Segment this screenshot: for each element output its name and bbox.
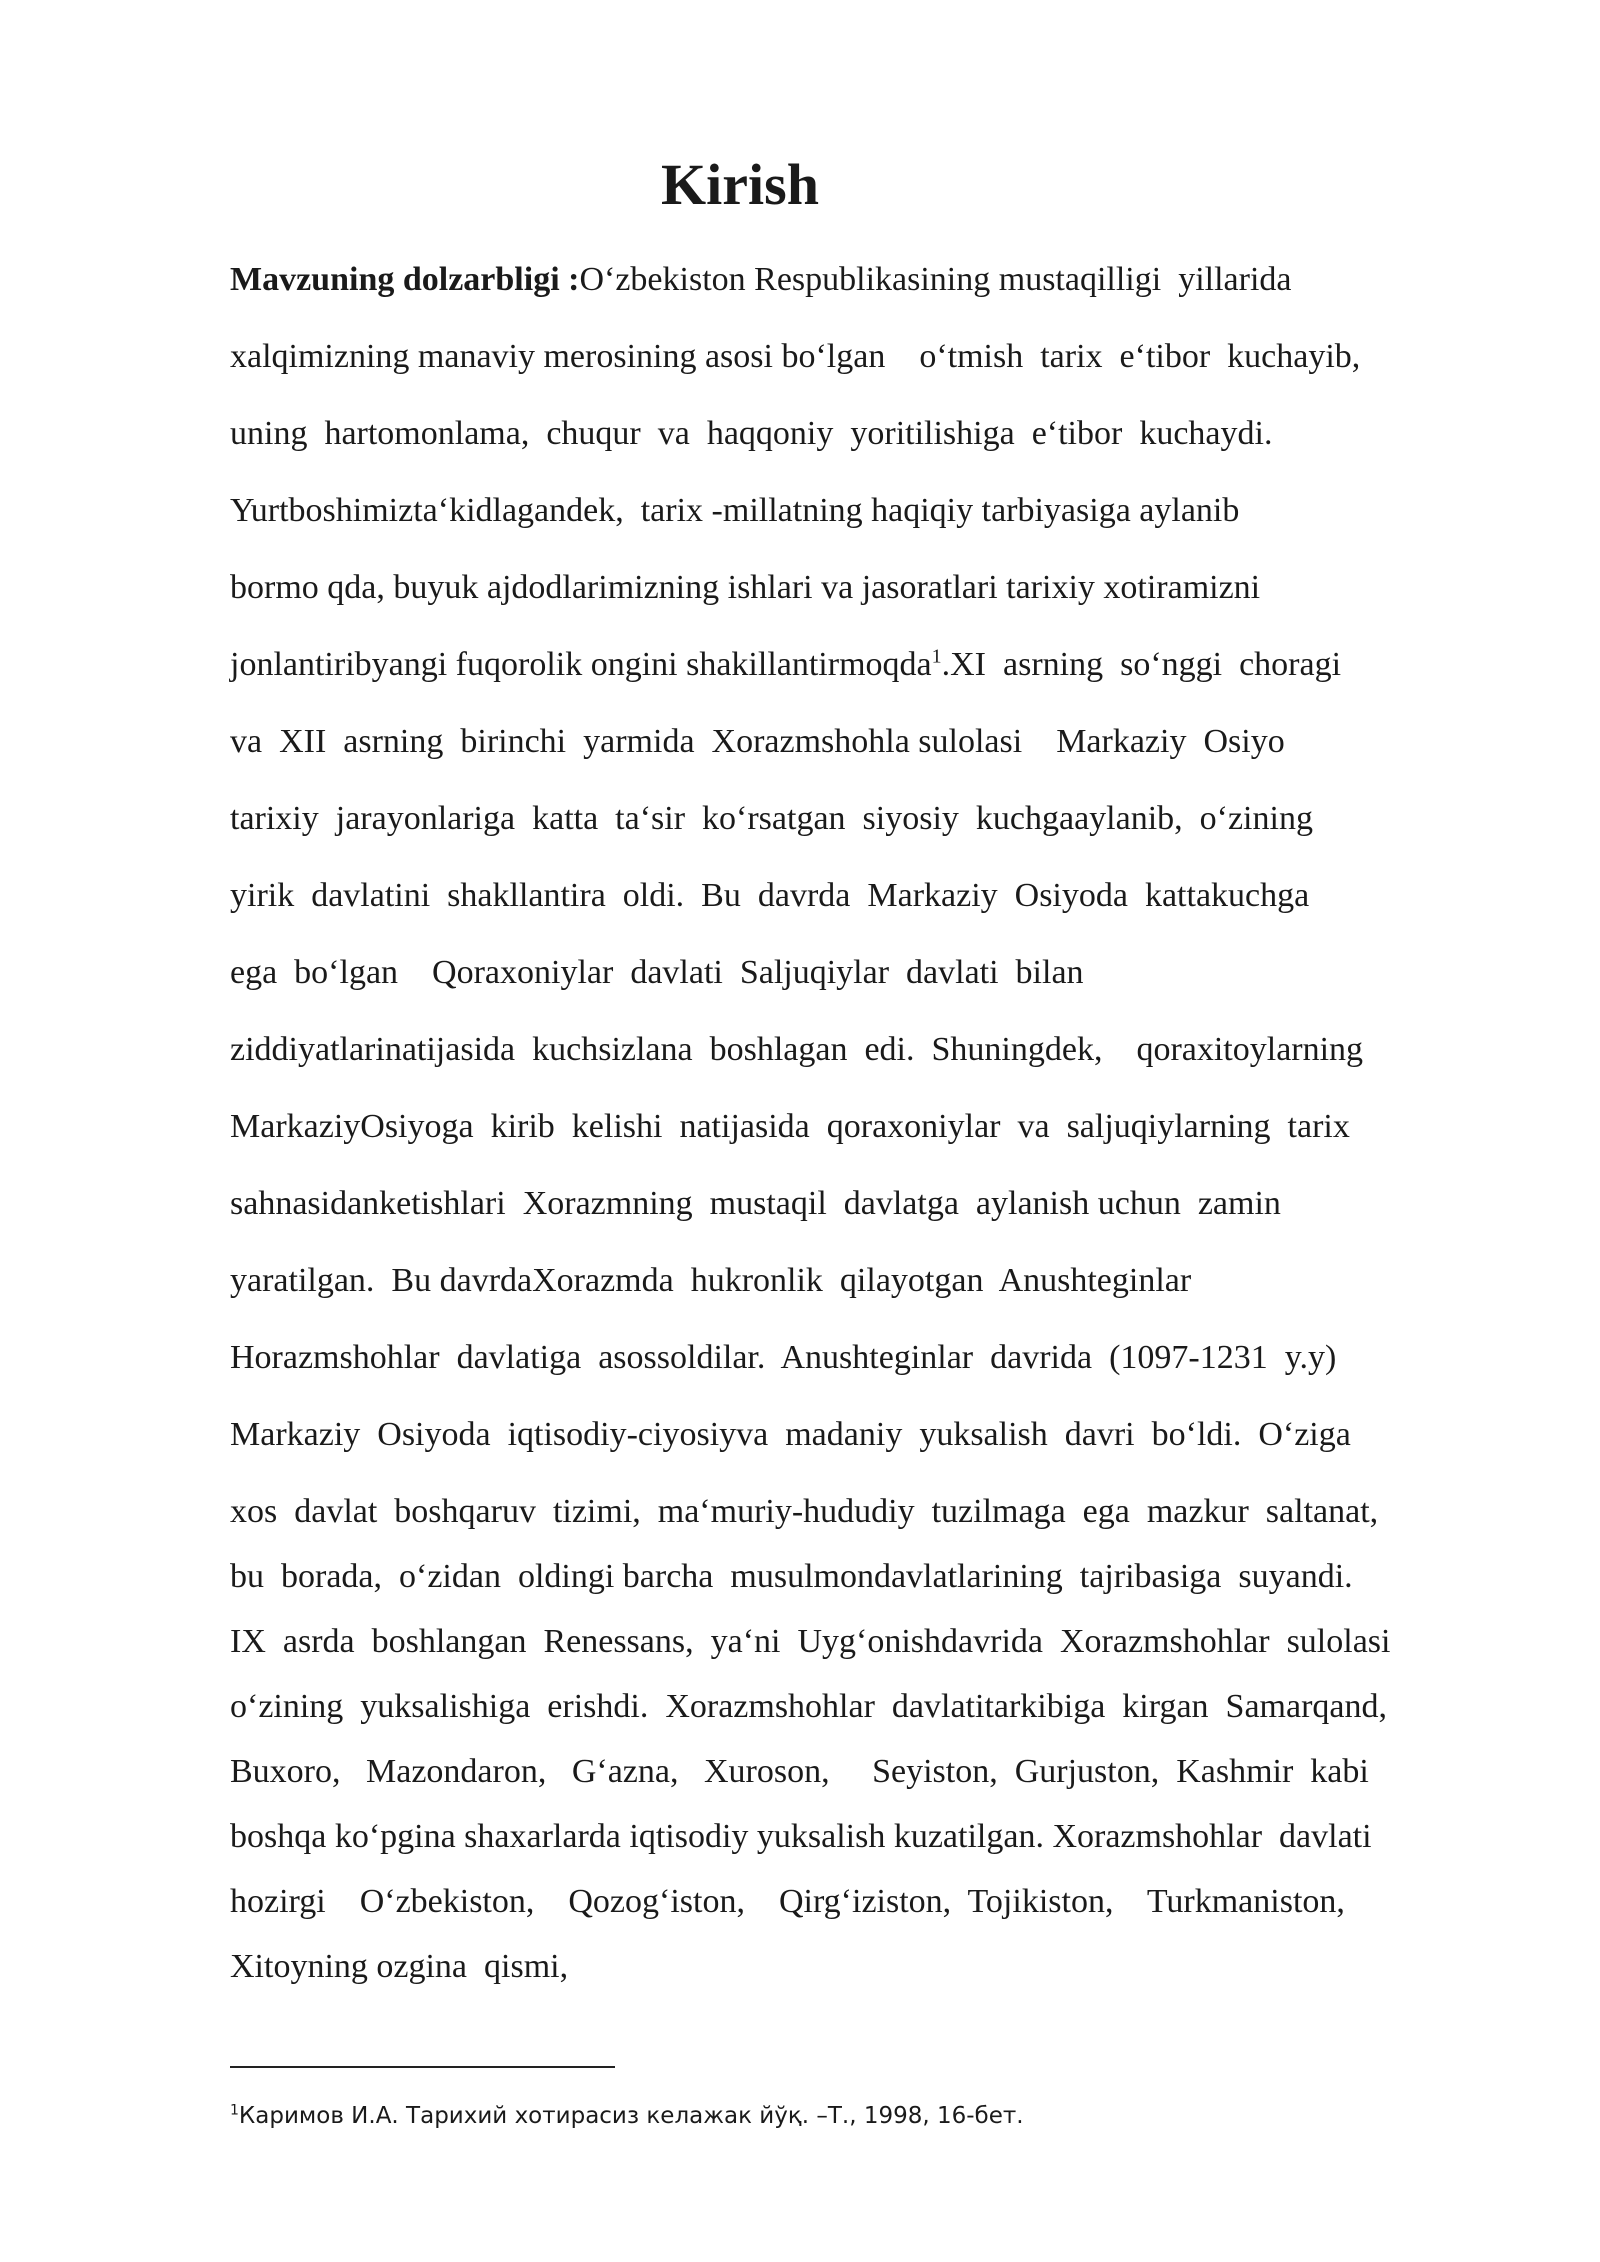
text-line: xos davlat boshqaruv tizimi, ma‘muriy-hududiy tuzilmaga ega mazkur saltanat, bbox=[230, 1493, 1379, 1530]
text-line: Markaziy Osiyoda iqtisodiy-ciyosiyva madaniy yuksalish davri bo‘ldi. O‘ziga bbox=[230, 1416, 1351, 1453]
text-line: Buxoro, Mazondaron, G‘azna, Xuroson, Seyiston, Gurjuston, Kashmir kabi bbox=[230, 1753, 1369, 1790]
footnote-marker: 1 bbox=[230, 2102, 239, 2119]
text-line-content: .XI asrning so‘nggi choragi bbox=[941, 646, 1342, 683]
text-line: va XII asrning birinchi yarmida Xorazmshohla sulolasi Markaziy Osiyo bbox=[230, 723, 1285, 760]
text-line bbox=[230, 643, 1341, 687]
footnote-reference[interactable]: 1 bbox=[931, 645, 942, 668]
text-line: MarkaziyOsiyoga kirib kelishi natijasida qoraxoniylar va saljuqiylarning tarix bbox=[230, 1108, 1350, 1145]
text-line-content: jonlantiribyangi fuqorolik ongini shakillantirmoqda bbox=[230, 646, 932, 683]
text-line: sahnasidanketishlari Xorazmning mustaqil davlatga aylanish uchun zamin bbox=[230, 1185, 1281, 1222]
text-line: uning hartomonlama, chuqur va haqqoniy yoritilishiga e‘tibor kuchaydi. bbox=[230, 415, 1273, 452]
footnote-text: Каримов И.А. Тарихий хотирасиз келажак йўқ. –Т., 1998, 16-бет. bbox=[238, 2103, 1024, 2129]
text-line: ega bo‘lgan Qoraxoniylar davlati Saljuqiylar davlati bilan bbox=[230, 954, 1084, 991]
text-line: xalqimizning manaviy merosining asosi bo‘lgan o‘tmish tarix e‘tibor kuchayib, bbox=[230, 338, 1361, 375]
page-title: Kirish bbox=[661, 152, 819, 217]
text-line: hozirgi O‘zbekiston, Qozog‘iston, Qirg‘iziston, Tojikiston, Turkmaniston, bbox=[230, 1883, 1345, 1920]
text-line: boshqa ko‘pgina shaxarlarda iqtisodiy yuksalish kuzatilgan. Xorazmshohlar davlati bbox=[230, 1818, 1372, 1855]
text-line: bormo qda, buyuk ajdodlarimizning ishlari va jasoratlari tarixiy xotiramizni bbox=[230, 569, 1261, 606]
text-line: tarixiy jarayonlariga katta ta‘sir ko‘rsatgan siyosiy kuchgaaylanib, o‘zining bbox=[230, 800, 1313, 837]
text-line: IX asrda boshlangan Renessans, ya‘ni Uyg‘onishdavrida Xorazmshohlar sulolasi bbox=[230, 1623, 1391, 1660]
text-line bbox=[230, 258, 1292, 302]
footnote bbox=[230, 2101, 1024, 2131]
footnote-separator bbox=[230, 2066, 615, 2068]
text-line: Horazmshohlar davlatiga asossoldilar. Anushteginlar davrida (1097-1231 y.y) bbox=[230, 1339, 1337, 1376]
text-line-content: O‘zbekiston Respublikasining mustaqilligi yillarida bbox=[579, 261, 1292, 298]
text-line: Xitoyning ozgina qismi, bbox=[230, 1948, 569, 1985]
lead-label: Mavzuning dolzarbligi : bbox=[230, 261, 580, 298]
text-line: Yurtboshimizta‘kidlagandek, tarix -millatning haqiqiy tarbiyasiga aylanib bbox=[230, 492, 1240, 529]
text-line: ziddiyatlarinatijasida kuchsizlana boshlagan edi. Shuningdek, qoraxitoylarning bbox=[230, 1031, 1364, 1068]
text-line: bu borada, o‘zidan oldingi barcha musulmondavlatlarining tajribasiga suyandi. bbox=[230, 1558, 1353, 1595]
text-line: o‘zining yuksalishiga erishdi. Xorazmshohlar davlatitarkibiga kirgan Samarqand, bbox=[230, 1688, 1387, 1725]
text-line: yaratilgan. Bu davrdaXorazmda hukronlik qilayotgan Anushteginlar bbox=[230, 1262, 1192, 1299]
text-line: yirik davlatini shakllantira oldi. Bu davrda Markaziy Osiyoda kattakuchga bbox=[230, 877, 1310, 914]
